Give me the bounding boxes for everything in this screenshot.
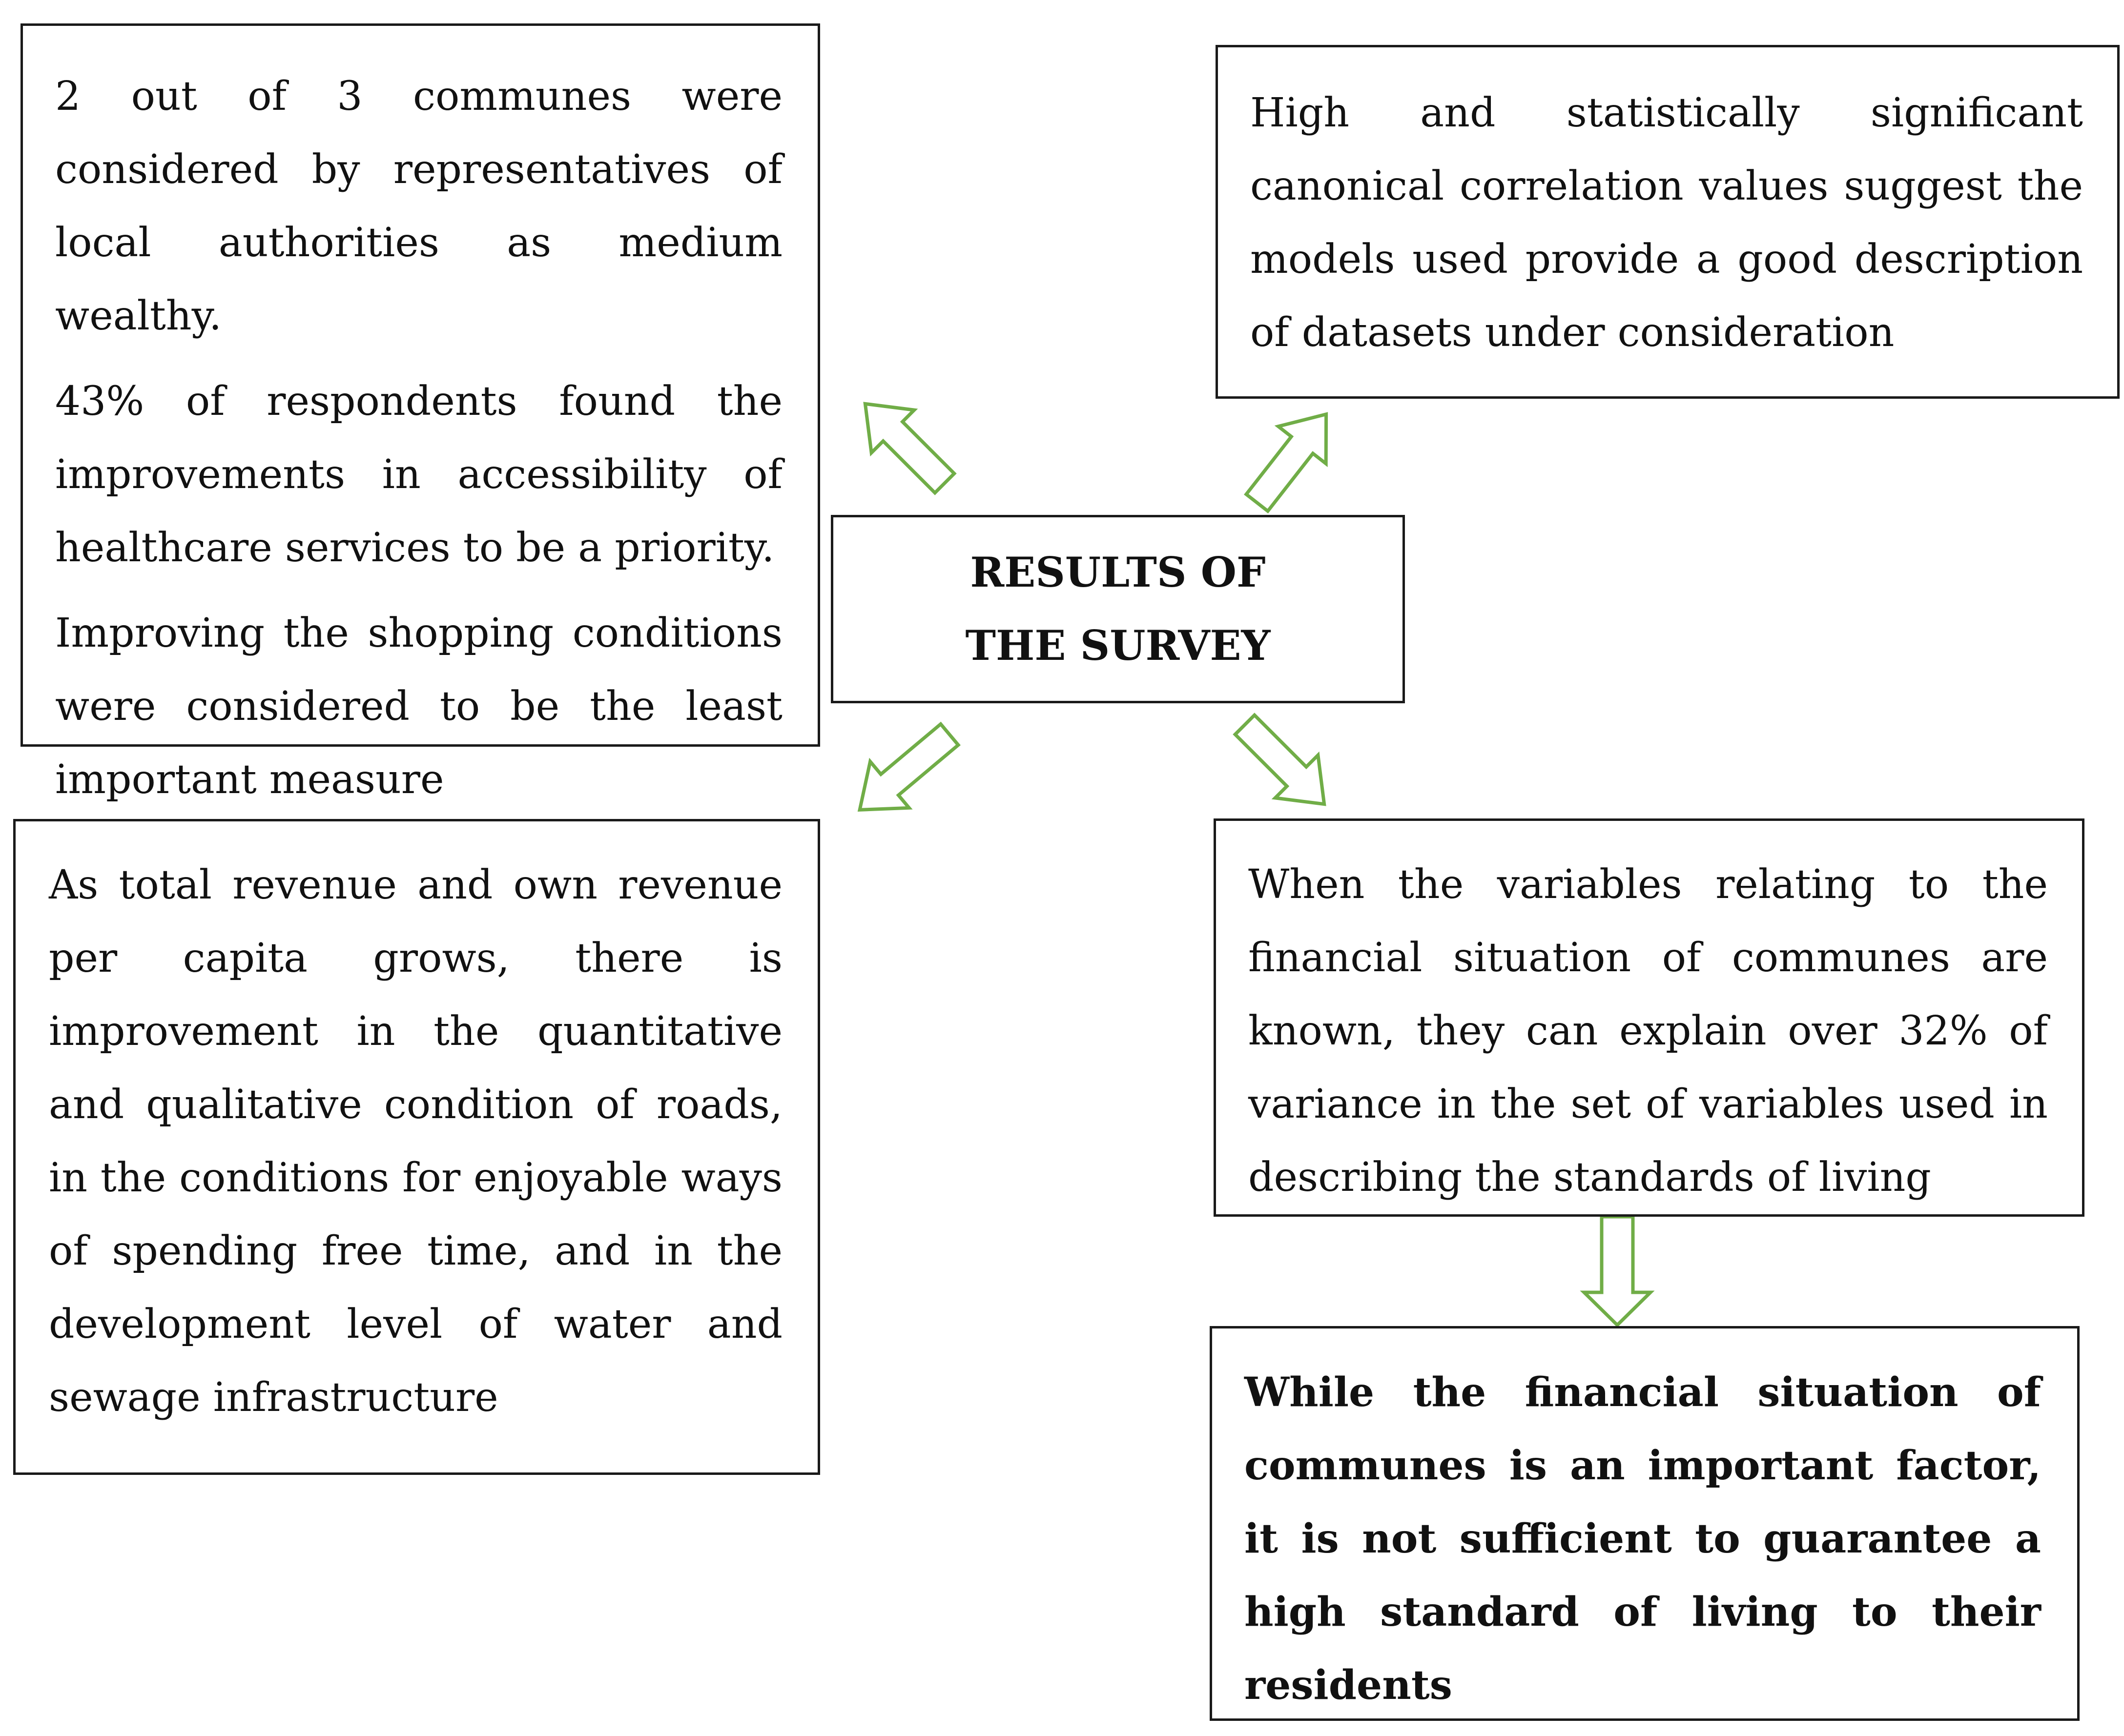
arrow-to-bottom-right-icon (1223, 703, 1345, 825)
bottom-left-text: As total revenue and own revenue per capita grows, there is improvement in the quantitative and qualitative condition of roads, in the conditions for enjoyable ways of spending free time, and in the development level of water and sewage infrastructure (49, 862, 783, 1421)
center-title-box (831, 515, 1405, 703)
top-left-findings-box (21, 23, 820, 803)
arrow-to-top-left-icon (844, 383, 966, 505)
top-left-paragraph-3: Improving the shopping conditions were considered to be the least important measure (55, 610, 783, 803)
conclusion-box (1210, 1326, 2080, 1721)
arrow-to-conclusion-icon (1584, 1217, 1650, 1325)
bottom-left-findings-box (13, 819, 820, 1475)
bottom-right-text: When the variables relating to the financial situation of communes are known, they can explain over 32% of variance in the set of variables used in describing the standards of living (1248, 861, 2048, 1201)
conclusion-text: While the financial situation of communes is an important factor, it is not sufficient to guarantee a high standard of living to their residents (1244, 1369, 2041, 1709)
top-right-findings-box (1216, 45, 2120, 399)
arrow-to-bottom-left-icon (840, 712, 969, 833)
center-title-line-1: RESULTS OF (970, 548, 1266, 596)
center-title (965, 536, 1270, 682)
top-right-text: High and statistically significant canonical correlation values suggest the models used provide a good description of datasets under consideration (1250, 90, 2083, 356)
top-left-paragraph-1: 2 out of 3 communes were considered by representatives of local authorities as medium wealthy. (55, 73, 783, 339)
top-left-paragraph-2: 43% of respondents found the improvements in accessibility of healthcare services to be a priority. (55, 378, 783, 571)
center-title-line-2: THE SURVEY (965, 621, 1271, 670)
bottom-right-findings-box (1214, 818, 2084, 1217)
arrow-to-top-right-icon (1233, 396, 1350, 522)
